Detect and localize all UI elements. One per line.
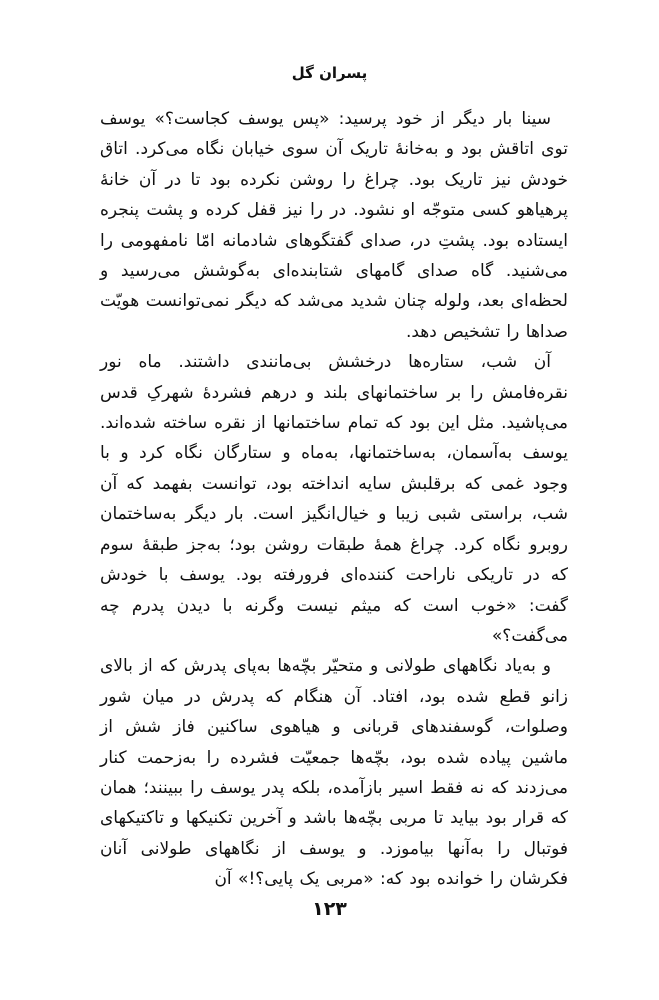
running-title: پسران گل	[291, 64, 368, 82]
paragraph: سینا بار دیگر از خود پرسید: «پس یوسف کجاست؟» یوسف توی اتاقش بود و به‌خانهٔ تاریک آن سوی خیابان نگاه می‌کرد. اتاق خودش نیز تاریک بود. چراغ را روشن نکرده بود تا در آن خانهٔ پرهیاهو کسی متوجّه او نشود. در را نیز قفل کرده و پشت پنجره ایستاده بود. پشتِ در، صدای گفتگوهای شادمانه امّا نامفهومی را می‌شنید. گاه صدای گامهای شتابنده‌ای به‌گوشش می‌رسید و لحظه‌ای بعد، ولوله چنان شدید می‌شد که دیگر نمی‌توانست هویّت صداها را تشخیص دهد.	[100, 109, 568, 342]
body-text	[100, 104, 568, 895]
page-number: ۱۲۳	[312, 898, 347, 920]
paragraph: و به‌یاد نگاههای طولانی و متحیّر بچّه‌ها به‌پای پدرش که از بالای زانو قطع شده بود، افتاد. آن هنگام که پدرش در میان شور وصلوات، گوسفندهای قربانی و هیاهوی ساکنین فاز شش از ماشین پیاده شده بود، بچّه‌ها جمعیّت فشرده را به‌زحمت کنار می‌زدند که نه فقط اسیر بازآمده، بلکه پدر یوسف را ببینند؛ همان که قرار بود بیاید تا مربی بچّه‌ها باشد و آخرین تکنیکها و تاکتیکهای فوتبال را به‌آنها بیاموزد. و یوسف از نگاههای طولانی آنان فکرشان را خوانده بود که: «مربی یک پایی؟!» آن	[100, 656, 568, 890]
paragraph: آن شب، ستاره‌ها درخشش بی‌مانندی داشتند. ماه نور نقره‌فامش را بر ساختمانهای بلند و درهم فشردهٔ شهرکِ قدس می‌پاشید. مثل این بود که تمام ساختمانها از نقره ساخته شده‌اند. یوسف به‌آسمان، به‌ساختمانها، به‌ماه و ستارگان نگاه کرد و با وجود غمی که برقلبش سایه انداخته بود، توانست بفهمد که آن شب، براستی شبی زیبا و خیال‌انگیز است. بار دیگر به‌ساختمان روبرو نگاه کرد. چراغ همهٔ طبقات روشن بود؛ به‌جز طبقهٔ سوم که در تاریکی ناراحت کننده‌ای فرورفته بود. یوسف با خودش گفت: «خوب است که میثم نیست وگرنه با دیدن پدرم چه می‌گفت؟»	[100, 352, 568, 646]
